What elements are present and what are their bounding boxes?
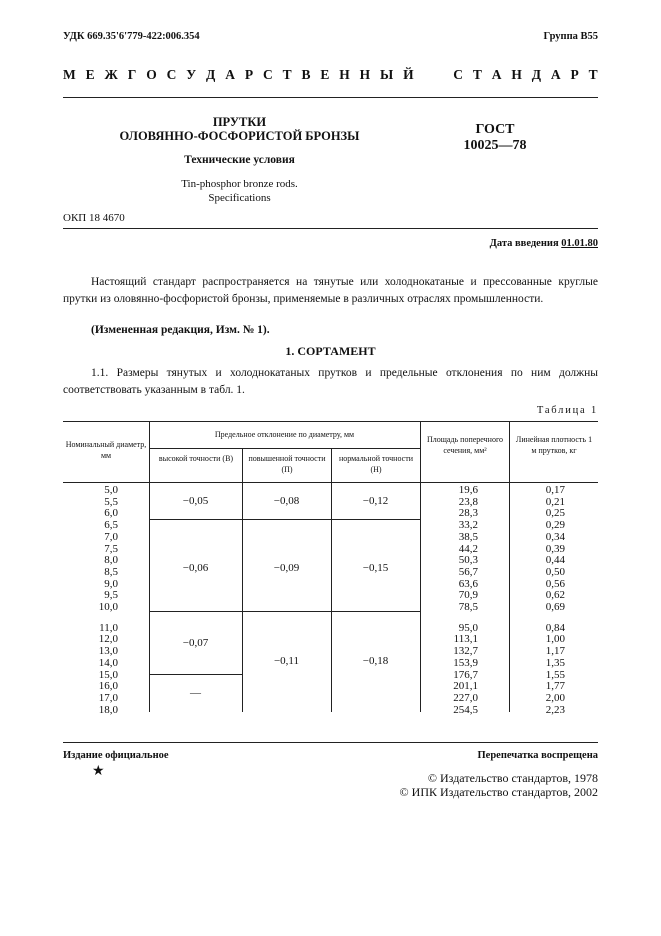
header-deviation-group: Предельное отклонение по диаметру, мм — [214, 430, 355, 439]
header-high-precision: высокой точности (В) — [158, 454, 234, 463]
copyright-1978: © Издательство стандартов, 1978 — [427, 771, 598, 785]
header-rule — [63, 97, 598, 98]
dev-normal-1: −0,12 — [362, 495, 389, 507]
standard-type-heading: М Е Ж Г О С У Д А Р С Т В Е Н Н Ы Й С Т А Н Д А Р Т — [63, 67, 598, 82]
table-label: Таблица 1 — [536, 405, 598, 416]
area-column: 19,6 23,8 28,3 33,2 38,5 44,2 50,3 56,7 63,6 70,9 78,5 95,0 113,1 132,7 153,9 176,7 201,1 227,0 254,5 — [453, 484, 478, 716]
dev-high-3: −0,07 — [182, 637, 209, 649]
header-increased-precision: повышенной точности (П) — [248, 454, 326, 474]
deviation-subheader-rule — [149, 448, 420, 449]
reprint-notice: Перепечатка воспрещена — [477, 750, 598, 761]
footer-rule — [63, 742, 598, 743]
table-col-line — [331, 448, 332, 712]
dev-normal-2: −0,15 — [362, 562, 389, 574]
dev-high-4: — — [190, 687, 201, 699]
dev-high-2: −0,06 — [182, 562, 209, 574]
copyright-2002: © ИПК Издательство стандартов, 2002 — [399, 785, 598, 799]
dev-normal-3: −0,18 — [362, 655, 389, 667]
star-icon: ★ — [92, 764, 105, 779]
sizes-paragraph: 1.1. Размеры тянутых и холоднокатаных прутков и предельные отклонения по ним должны соответствовать указанным в табл. 1. — [63, 367, 598, 396]
header-area: Площадь поперечного сечения, мм² — [426, 435, 504, 455]
okp-rule — [63, 228, 598, 229]
header-normal-precision: нормальной точности (Н) — [338, 454, 413, 474]
document-title: ПРУТКИ ОЛОВЯННО-ФОСФОРИСТОЙ БРОНЗЫ — [119, 115, 360, 143]
diameter-column: 5,0 5,5 6,0 6,5 7,0 7,5 8,0 8,5 9,0 9,5 10,0 11,0 12,0 13,0 14,0 15,0 16,0 17,0 18,0 — [98, 484, 118, 716]
intro-date: Дата введения 01.01.80 — [489, 238, 598, 249]
dev-increased-1: −0,08 — [273, 495, 300, 507]
udk-code: УДК 669.35'6'779-422:006.354 — [63, 31, 200, 42]
document-subtitle: Технические условия — [184, 154, 295, 166]
okp-code: ОКП 18 4670 — [63, 212, 125, 224]
scope-paragraph: Настоящий стандарт распространяется на тянутые или холоднокатаные и прессованные круглые прутки из оловянно-фосфористой бронзы, применяемые в различных отраслях промышленности. — [63, 276, 598, 305]
section-title: 1. СОРТАМЕНТ — [285, 344, 376, 358]
density-column: 0,17 0,21 0,25 0,29 0,34 0,39 0,44 0,50 0,56 0,62 0,69 0,84 1,00 1,17 1,35 1,55 1,77 2,00 2,23 — [545, 484, 565, 716]
group-rule-2 — [149, 611, 420, 612]
header-diameter: Номинальный диаметр, мм — [65, 440, 147, 460]
group-rule-1 — [149, 519, 420, 520]
official-edition: Издание официальное — [63, 750, 169, 761]
amendment-note: (Измененная редакция, Изм. № 1). — [91, 324, 270, 336]
dev-high-1: −0,05 — [182, 495, 209, 507]
table-col-line — [242, 448, 243, 712]
table-top-rule — [63, 421, 598, 422]
group-code: Группа В55 — [543, 31, 598, 42]
dev-increased-2: −0,09 — [273, 562, 300, 574]
dev-increased-3: −0,11 — [273, 655, 300, 667]
group-rule-3 — [149, 674, 243, 675]
english-title: Tin-phosphor bronze rods. Specifications — [181, 178, 298, 204]
gost-designation: ГОСТ 10025—78 — [463, 122, 527, 153]
header-density: Линейная плотность 1 м прутков, кг — [515, 435, 593, 455]
